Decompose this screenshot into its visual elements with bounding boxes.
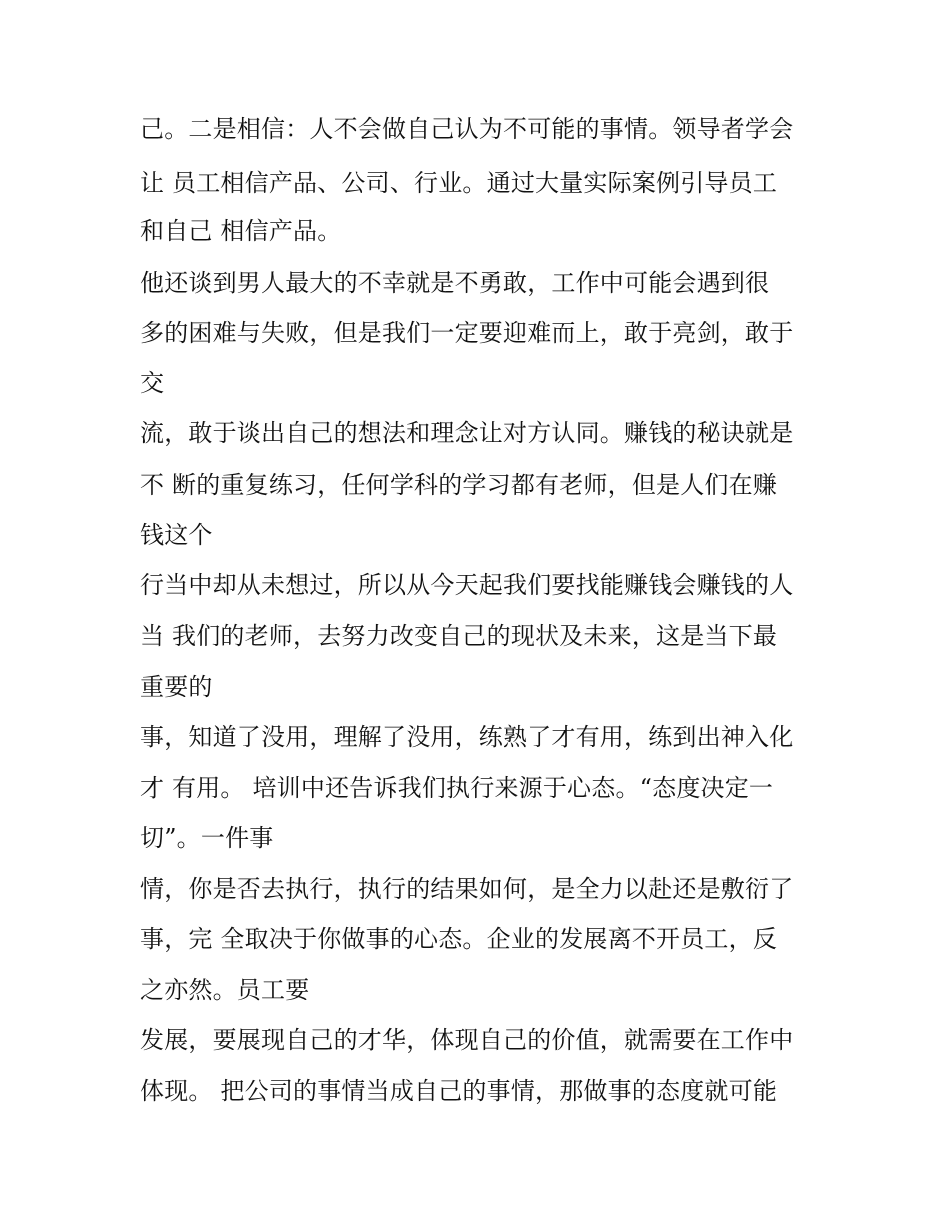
text-line: 事，完 全取决于你做事的心态。企业的发展离不开员工，反 — [140, 925, 778, 953]
text-line: 多的困难与失败，但是我们一定要迎难而上，敢于亮剑，敢于 — [140, 319, 794, 347]
text-line: 才 有用。 培训中还告诉我们执行来源于心态。“态度决定一 — [140, 774, 774, 802]
text-line: 当 我们的老师，去努力改变自己的现状及未来，这是当下最 — [140, 622, 778, 650]
text-line: 和自己 相信产品。 — [140, 217, 342, 245]
text-line: 己。二是相信：人不会做自己认为不可能的事情。领导者学会 — [140, 115, 794, 143]
text-line: 不 断的重复练习，任何学科的学习都有老师，但是人们在赚 — [140, 471, 778, 499]
text-line: 事，知道了没用，理解了没用，练熟了才有用，练到出神入化 — [140, 723, 794, 751]
text-line: 钱这个 — [140, 521, 213, 549]
text-line: 流，敢于谈出自己的想法和理念让对方认同。赚钱的秘诀就是 — [140, 419, 794, 447]
text-line: 发展，要展现自己的才华，体现自己的价值，就需要在工作中 — [140, 1026, 794, 1054]
text-line: 情，你是否去执行，执行的结果如何，是全力以赴还是敷衍了 — [140, 875, 794, 903]
text-line: 切”。一件事 — [140, 824, 274, 852]
text-line: 重要的 — [140, 673, 213, 701]
text-line: 让 员工相信产品、公司、行业。通过大量实际案例引导员工 — [140, 169, 778, 197]
text-line: 行当中却从未想过，所以从今天起我们要找能赚钱会赚钱的人 — [140, 571, 794, 599]
text-line: 交 — [140, 369, 165, 397]
text-line: 之亦然。员工要 — [140, 976, 310, 1004]
text-line: 他还谈到男人最大的不幸就是不勇敢，工作中可能会遇到很 — [140, 269, 770, 297]
text-line: 体现。 把公司的事情当成自己的事情，那做事的态度就可能 — [140, 1077, 778, 1105]
